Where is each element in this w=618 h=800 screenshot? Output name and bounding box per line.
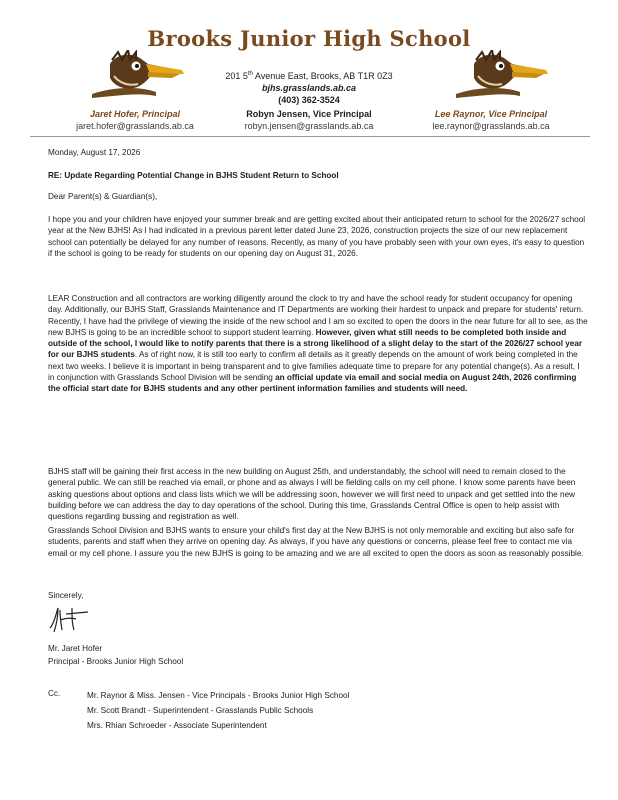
staff-vice-principal-1	[214, 108, 404, 132]
cc-label: Cc.	[48, 689, 61, 698]
cc-recipient: Mrs. Rhian Schroeder - Associate Superintendent	[87, 721, 267, 730]
school-phone: (403) 362-3524	[278, 95, 340, 105]
cc-recipient: Mr. Scott Brandt - Superintendent - Grasslands Public Schools	[87, 706, 314, 715]
paragraph-1: I hope you and your children have enjoyed your summer break and are getting excited about their anticipated return to school for the 2026/27 school year at the New BJHS! As I had indicated in a previous parent letter dated June 23, 2026, construction projects the size of our new replacement school can potentially be delayed for any number of reasons. Recently, as many of you have probably seen with your own eyes, it's easy to question if the school is going to be ready for students on our opening day on August 31, 2026.	[48, 215, 586, 258]
staff-email[interactable]: lee.raynor@grasslands.ab.ca	[432, 121, 550, 131]
paragraph-4: Grasslands School Division and BJHS wants to ensure your child's first day at the New BJHS is not only memorable and exciting but also safe for students, parents and staff when they arrive on opening day. As always, if you have any questions or concerns, please feel free to contact me via email or my cell phone. I assure you the new BJHS is going to be amazing and we are all excited to open the doors as soon as reasonably possible.	[48, 526, 584, 558]
letter-salutation: Dear Parent(s) & Guardian(s),	[48, 192, 158, 201]
paragraph-2: LEAR Construction and all contractors are working diligently around the clock to try and have the school ready for student occupancy for opening day. Additionally, our BJHS Staff, Grasslands Maintenance and IT Departments are working their hardest to unpack and prepare for students' return. Recently, I have had the privilege of viewing the inside of the new school and I am so excited to open the doors in the near future for all to see, as the new BJHS is going to be an incredible school to support student learning. However, given what still needs to be completed both inside and outside of the school, I would like to notify parents that there is a strong likelihood of a slight delay to the start of the 2026/27 school year for our BJHS students. As of right now, it is still too early to confirm all details as it greatly depends on the amount of work being completed in the next two weeks. I believe it is important in being transparent and to give families adequate time to prepare for any potential change(s). As a result, I in conjunction with Grasslands School Division will be sending an official update via email and social media on August 24th, 2026 confirming the official start date for BJHS students and any other pertinent information families and students will need.	[48, 294, 588, 394]
staff-name: Lee Raynor, Vice Principal	[434, 109, 548, 119]
staff-vice-principal-2	[396, 108, 586, 132]
letter-closing: Sincerely,	[48, 591, 84, 600]
staff-email[interactable]: robyn.jensen@grasslands.ab.ca	[244, 121, 374, 131]
staff-name: Jaret Hofer, Principal	[89, 109, 181, 119]
letter-date: Monday, August 17, 2026	[48, 148, 141, 157]
letter-subject: RE: Update Regarding Potential Change in BJHS Student Return to School	[48, 171, 339, 180]
handwritten-signature	[48, 604, 96, 634]
cc-list	[87, 688, 567, 733]
signer-name: Mr. Jaret Hofer	[48, 644, 103, 653]
staff-principal	[40, 108, 230, 132]
staff-email[interactable]: jaret.hofer@grasslands.ab.ca	[76, 121, 194, 131]
staff-name: Robyn Jensen, Vice Principal	[246, 109, 372, 119]
school-website[interactable]: bjhs.grasslands.ab.ca	[261, 83, 357, 93]
signer-title: Principal - Brooks Junior High School	[48, 657, 184, 666]
cc-recipient: Mr. Raynor & Miss. Jensen - Vice Principals - Brooks Junior High School	[87, 691, 350, 700]
paragraph-3: BJHS staff will be gaining their first access in the new building on August 25th, and understandably, the school will need to remain closed to the general public. We can still be reached via email, or phone and as always I will be fielding calls on my cell phone. I know some parents have been asking questions about options and class lists which we will be addressing soon, however we will first need to unpack and get settled into the new building before we can address the day to day operations of the school. During this time, Grasslands Central Office is open to help assist with questions regarding bussing and registration as well.	[48, 467, 576, 522]
school-address: 201 5th Avenue East, Brooks, AB T1R 0Z3	[225, 71, 393, 81]
school-name: Brooks Junior High School	[147, 26, 471, 51]
letterhead-divider	[30, 136, 590, 137]
